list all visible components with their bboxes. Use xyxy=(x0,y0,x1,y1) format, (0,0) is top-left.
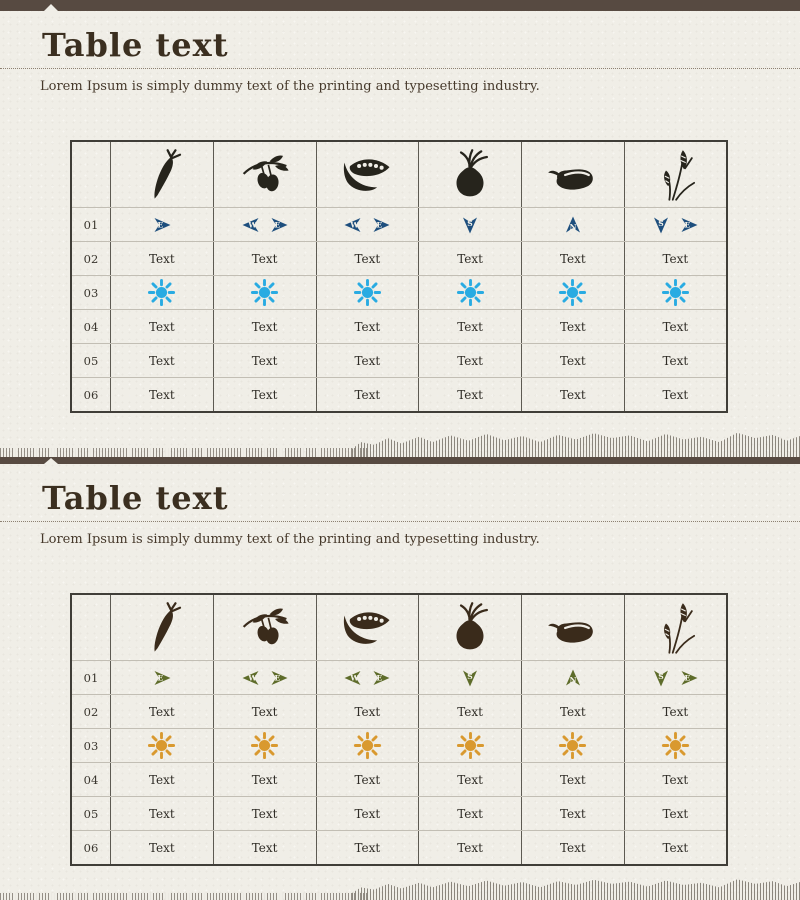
text-cell: Text xyxy=(624,242,727,276)
sun-cell xyxy=(624,276,727,310)
row-label: 01 xyxy=(71,661,111,695)
text-cell: Text xyxy=(522,831,625,866)
hatch-texture-left xyxy=(0,893,368,900)
olives-icon xyxy=(238,601,292,655)
sun-icon xyxy=(353,278,382,307)
row-label: 05 xyxy=(71,344,111,378)
carrot-icon xyxy=(135,601,189,655)
sun-cell xyxy=(522,729,625,763)
direction-cell xyxy=(522,661,625,695)
svg-text:W: W xyxy=(248,220,257,230)
wheat-header-cell xyxy=(624,141,727,208)
compass-arrow-E-icon xyxy=(151,668,173,688)
compass-arrow-S-icon xyxy=(650,215,672,235)
row-label: 02 xyxy=(71,695,111,729)
dotted-divider xyxy=(0,521,800,522)
row-label: 06 xyxy=(71,831,111,866)
sun-cell xyxy=(624,729,727,763)
text-cell: Text xyxy=(522,242,625,276)
sun-cell xyxy=(522,276,625,310)
svg-text:S: S xyxy=(467,218,473,228)
row-label: 05 xyxy=(71,797,111,831)
svg-text:E: E xyxy=(274,673,280,683)
text-cell: Text xyxy=(111,797,214,831)
table-row xyxy=(71,763,727,797)
svg-text:W: W xyxy=(350,673,360,683)
direction-cell xyxy=(316,661,419,695)
text-cell: Text xyxy=(419,763,522,797)
wheat-header-cell xyxy=(624,594,727,661)
compass-arrow-E-icon xyxy=(151,215,173,235)
text-cell: Text xyxy=(316,378,419,413)
row-label: 06 xyxy=(71,378,111,413)
compass-arrow-S-icon xyxy=(650,668,672,688)
sun-cell xyxy=(213,729,316,763)
direction-cell xyxy=(419,208,522,242)
sun-cell xyxy=(213,276,316,310)
text-cell: Text xyxy=(522,344,625,378)
compass-arrow-W-icon xyxy=(240,215,262,235)
sun-cell xyxy=(419,276,522,310)
direction-cell xyxy=(111,661,214,695)
text-cell: Text xyxy=(419,695,522,729)
onion-header-cell xyxy=(419,141,522,208)
text-cell: Text xyxy=(522,763,625,797)
text-cell: Text xyxy=(111,695,214,729)
text-cell: Text xyxy=(624,763,727,797)
text-cell: Text xyxy=(316,242,419,276)
row-label: 03 xyxy=(71,729,111,763)
text-cell: Text xyxy=(419,344,522,378)
compass-arrow-W-icon xyxy=(342,668,364,688)
panel-subtitle: Lorem Ipsum is simply dummy text of the printing and typesetting industry. xyxy=(40,79,540,94)
carrot-header-cell xyxy=(111,594,214,661)
hatch-texture-left xyxy=(0,448,368,457)
dotted-divider xyxy=(0,68,800,69)
sun-cell xyxy=(111,276,214,310)
svg-text:E: E xyxy=(274,220,280,230)
text-cell: Text xyxy=(624,378,727,413)
header-row xyxy=(71,141,727,208)
svg-text:S: S xyxy=(658,671,665,681)
text-cell: Text xyxy=(624,831,727,866)
page-title: Table text xyxy=(42,479,229,517)
svg-text:E: E xyxy=(376,673,383,683)
panel-subtitle: Lorem Ipsum is simply dummy text of the printing and typesetting industry. xyxy=(40,532,540,547)
sun-cell xyxy=(111,729,214,763)
olives-icon xyxy=(238,148,292,202)
svg-text:W: W xyxy=(350,220,360,230)
carrot-header-cell xyxy=(111,141,214,208)
compass-arrow-W-icon xyxy=(240,668,262,688)
sun-icon xyxy=(661,731,690,760)
pea-pod-header-cell xyxy=(316,594,419,661)
direction-cell xyxy=(316,208,419,242)
sun-cell xyxy=(316,276,419,310)
table-row xyxy=(71,797,727,831)
wheat-icon xyxy=(648,148,702,202)
sun-icon xyxy=(456,278,485,307)
text-cell: Text xyxy=(111,831,214,866)
text-cell: Text xyxy=(213,797,316,831)
compass-arrow-E-icon xyxy=(370,215,392,235)
bar-notch xyxy=(44,4,58,11)
svg-text:S: S xyxy=(467,671,473,681)
table-row xyxy=(71,729,727,763)
text-cell: Text xyxy=(419,310,522,344)
text-cell: Text xyxy=(213,695,316,729)
text-cell: Text xyxy=(316,695,419,729)
table-row xyxy=(71,378,727,413)
eggplant-header-cell xyxy=(522,594,625,661)
compass-arrow-S-icon xyxy=(459,668,481,688)
table-panel-bottom xyxy=(0,478,800,866)
divider-bar xyxy=(0,457,800,464)
text-cell: Text xyxy=(111,344,214,378)
direction-cell xyxy=(419,661,522,695)
sun-icon xyxy=(661,278,690,307)
text-cell: Text xyxy=(213,344,316,378)
direction-cell xyxy=(522,208,625,242)
row-label: 03 xyxy=(71,276,111,310)
bar-notch xyxy=(44,458,58,464)
table-row xyxy=(71,344,727,378)
eggplant-icon xyxy=(546,148,600,202)
table-row xyxy=(71,208,727,242)
text-cell: Text xyxy=(316,763,419,797)
sun-icon xyxy=(353,731,382,760)
text-cell: Text xyxy=(316,310,419,344)
text-cell: Text xyxy=(316,797,419,831)
direction-cell xyxy=(624,661,727,695)
compass-arrow-E-icon xyxy=(268,668,290,688)
text-cell: Text xyxy=(111,378,214,413)
sun-icon xyxy=(147,278,176,307)
text-cell: Text xyxy=(624,797,727,831)
table-row xyxy=(71,831,727,866)
direction-cell xyxy=(111,208,214,242)
row-label: 02 xyxy=(71,242,111,276)
text-cell: Text xyxy=(624,344,727,378)
hatch-texture-right xyxy=(352,877,800,900)
svg-text:N: N xyxy=(569,222,577,232)
direction-cell xyxy=(213,661,316,695)
wheat-icon xyxy=(648,601,702,655)
table-row xyxy=(71,242,727,276)
sun-icon xyxy=(250,278,279,307)
onion-header-cell xyxy=(419,594,522,661)
table-row xyxy=(71,695,727,729)
text-cell: Text xyxy=(522,797,625,831)
text-cell: Text xyxy=(213,310,316,344)
compass-arrow-S-icon xyxy=(459,215,481,235)
corner-cell xyxy=(71,594,111,661)
header-row xyxy=(71,594,727,661)
table-row xyxy=(71,310,727,344)
sun-icon xyxy=(558,731,587,760)
text-cell: Text xyxy=(419,831,522,866)
text-cell: Text xyxy=(419,242,522,276)
svg-text:E: E xyxy=(157,673,164,683)
text-cell: Text xyxy=(624,310,727,344)
text-cell: Text xyxy=(624,695,727,729)
text-cell: Text xyxy=(111,310,214,344)
onion-icon xyxy=(443,601,497,655)
direction-cell xyxy=(624,208,727,242)
onion-icon xyxy=(443,148,497,202)
svg-text:E: E xyxy=(684,673,691,683)
text-cell: Text xyxy=(213,831,316,866)
sun-icon xyxy=(147,731,176,760)
text-cell: Text xyxy=(522,378,625,413)
eggplant-icon xyxy=(546,601,600,655)
row-label: 01 xyxy=(71,208,111,242)
table-row xyxy=(71,276,727,310)
page-title: Table text xyxy=(42,26,229,64)
corner-cell xyxy=(71,141,111,208)
svg-text:E: E xyxy=(157,220,164,230)
section-divider xyxy=(0,430,800,464)
pea-pod-header-cell xyxy=(316,141,419,208)
top-accent-bar xyxy=(0,0,800,11)
sun-cell xyxy=(316,729,419,763)
row-label: 04 xyxy=(71,763,111,797)
text-cell: Text xyxy=(316,344,419,378)
produce-table-top xyxy=(70,140,728,413)
carrot-icon xyxy=(135,148,189,202)
compass-arrow-E-icon xyxy=(678,215,700,235)
compass-arrow-N-icon xyxy=(562,215,584,235)
row-label: 04 xyxy=(71,310,111,344)
compass-arrow-E-icon xyxy=(370,668,392,688)
sun-icon xyxy=(250,731,279,760)
produce-table-bottom xyxy=(70,593,728,866)
text-cell: Text xyxy=(213,763,316,797)
text-cell: Text xyxy=(213,242,316,276)
text-cell: Text xyxy=(111,242,214,276)
text-cell: Text xyxy=(419,378,522,413)
pea-pod-icon xyxy=(340,148,394,202)
eggplant-header-cell xyxy=(522,141,625,208)
table-panel-top xyxy=(0,25,800,413)
text-cell: Text xyxy=(316,831,419,866)
olives-header-cell xyxy=(213,141,316,208)
direction-cell xyxy=(213,208,316,242)
text-cell: Text xyxy=(111,763,214,797)
text-cell: Text xyxy=(522,695,625,729)
svg-text:N: N xyxy=(569,675,577,685)
svg-text:W: W xyxy=(248,673,257,683)
compass-arrow-N-icon xyxy=(562,668,584,688)
text-cell: Text xyxy=(213,378,316,413)
sun-icon xyxy=(558,278,587,307)
olives-header-cell xyxy=(213,594,316,661)
pea-pod-icon xyxy=(340,601,394,655)
text-cell: Text xyxy=(522,310,625,344)
svg-text:E: E xyxy=(684,220,691,230)
sun-cell xyxy=(419,729,522,763)
svg-text:S: S xyxy=(658,218,665,228)
svg-text:E: E xyxy=(376,220,383,230)
sun-icon xyxy=(456,731,485,760)
bottom-edge-texture xyxy=(0,876,800,900)
hatch-texture-right xyxy=(352,430,800,457)
compass-arrow-E-icon xyxy=(268,215,290,235)
compass-arrow-E-icon xyxy=(678,668,700,688)
table-row xyxy=(71,661,727,695)
compass-arrow-W-icon xyxy=(342,215,364,235)
text-cell: Text xyxy=(419,797,522,831)
